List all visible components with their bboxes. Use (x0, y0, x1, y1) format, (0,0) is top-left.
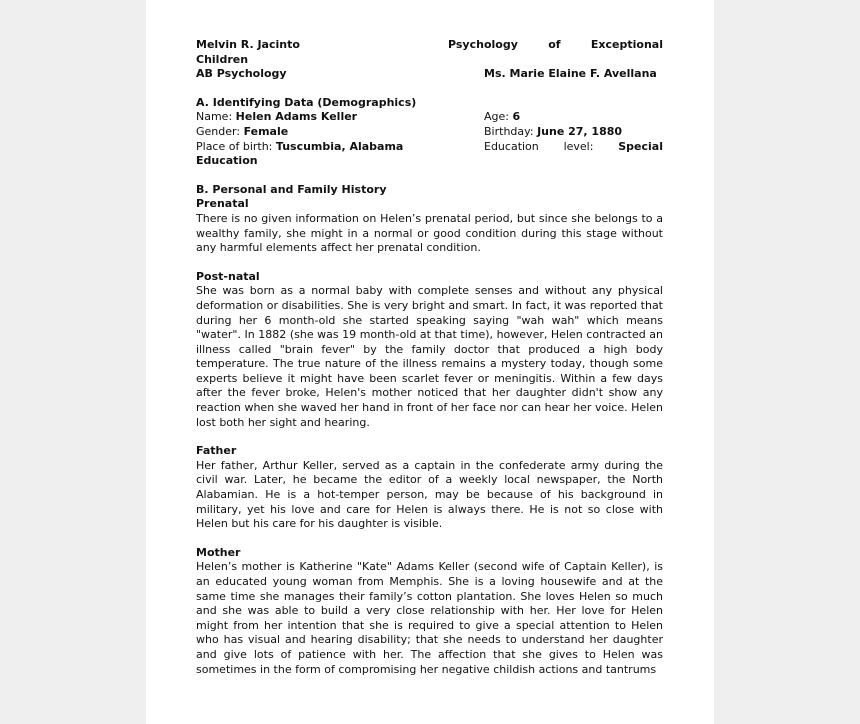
demographics-row-1 (196, 110, 663, 125)
document-content (196, 38, 663, 677)
section-b-title: B. Personal and Family History (196, 182, 387, 196)
education-field: Education level: Special (484, 139, 663, 153)
header-line-2 (196, 67, 663, 82)
demographics-row-3 (196, 140, 663, 155)
section-a-title: A. Identifying Data (Demographics) (196, 95, 417, 109)
education-field-cont: Education (196, 154, 258, 168)
father-heading: Father (196, 444, 237, 458)
prenatal-heading: Prenatal (196, 197, 249, 211)
instructor: Ms. Marie Elaine F. Avellana (484, 67, 657, 81)
subject-title: Psychology of Exceptional (448, 38, 663, 51)
name-field: Name: Helen Adams Keller (196, 110, 358, 124)
prenatal-paragraph: There is no given information on Helen’s prenatal period, but since she belongs to a wealthy family, she might in a normal or good condition during this stage without any harmful elements affect her prenatal condition. (196, 211, 663, 255)
demographics-row-2 (196, 125, 663, 140)
birthday-field: Birthday: June 27, 1880 (484, 124, 623, 138)
student-name: Melvin R. Jacinto (196, 38, 300, 51)
gender-field: Gender: Female (196, 124, 289, 138)
father-paragraph: Her father, Arthur Keller, served as a captain in the confederate army during the civil war. Later, he became the editor of a weekly local newspaper, the North Alabamian. He is a hot-temper person, may be because of his background in military, yet his love and care for Helen is always there. He is not so close with Helen but his care for his daughter is visible. (196, 458, 663, 531)
postnatal-heading: Post-natal (196, 269, 260, 283)
birthplace-field: Place of birth: Tuscumbia, Alabama (196, 139, 404, 153)
postnatal-paragraph: She was born as a normal baby with complete senses and without any physical deformation or disabilities. She is very bright and smart. In fact, it was reported that during her 6 month-old she started speaking saying "wah wah" which means "water". In 1882 (she was 19 month-old at that time), however, Helen contracted an illness called "brain fever" by the family doctor that produced a high body temperature. The true nature of the illness remains a mystery today, though some experts believe it might have been scarlet fever or meningitis. Within a few days after the fever broke, Helen's mother noticed that her daughter didn't show any reaction when she waved her hand in front of her face nor can hear her voice. Helen lost both her sight and hearing. (196, 284, 663, 429)
mother-heading: Mother (196, 545, 241, 559)
course: AB Psychology (196, 67, 287, 81)
mother-paragraph: Helen’s mother is Katherine "Kate" Adams Keller (second wife of Captain Keller), is an educated young woman from Memphis. She is a loving housewife and at the same time she manages their family’s cotton plantation. She loves Helen so much and she was able to build a very close relationship with her. Her love for Helen might from her intention that she is required to give a special attention to Helen who has visual and hearing disability; that she needs to understand her daughter and give lots of patience with her. The affection that she gives to Helen was sometimes in the form of compromising her negative childish actions and tantrums (196, 560, 663, 676)
header-line-1 (196, 38, 663, 53)
subject-title-cont: Children (196, 52, 249, 66)
age-field: Age: 6 (484, 110, 521, 124)
